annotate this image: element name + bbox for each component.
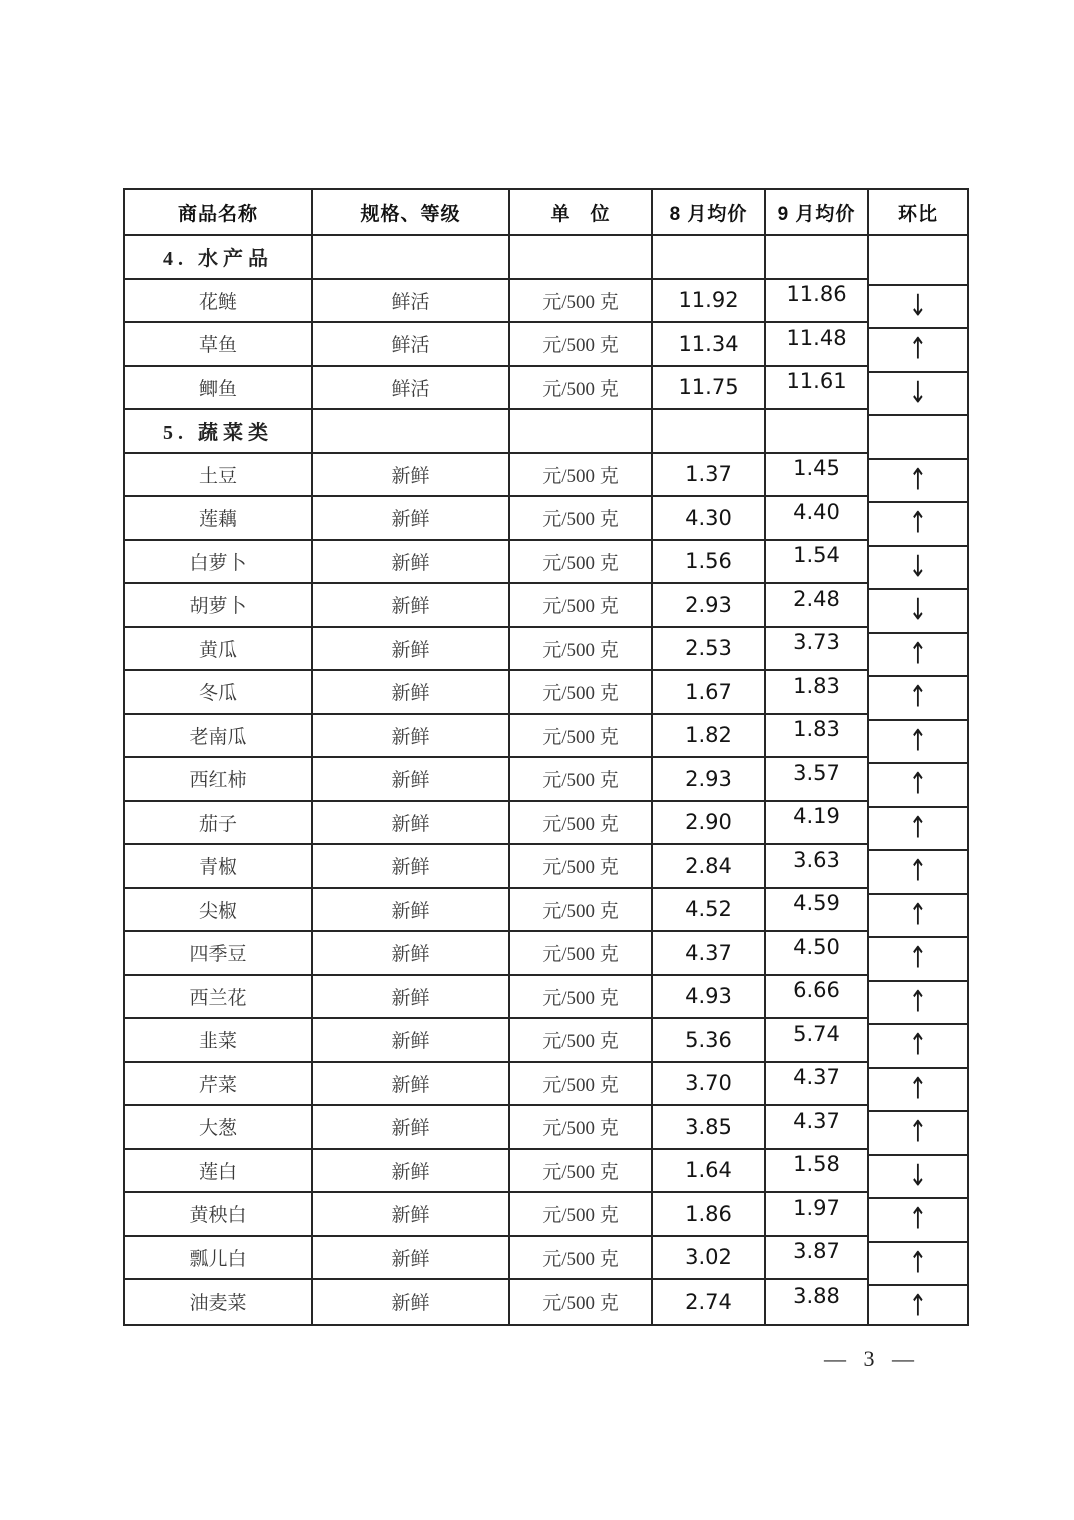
table-row: [125, 1237, 967, 1281]
sep-price-cell: [766, 845, 869, 889]
sep-price-cell: [766, 802, 869, 846]
spec-cell: 新鲜: [313, 454, 510, 498]
product-name-cell: 莲白: [125, 1150, 313, 1194]
table-row: [125, 671, 967, 715]
trend-down-arrow-icon: ↓: [908, 1159, 928, 1194]
unit-cell: 元/500 克: [510, 715, 653, 759]
aug-price-value: 2.74: [685, 1289, 732, 1314]
aug-price-cell: [653, 715, 766, 759]
unit-cell: 元/500 克: [510, 889, 653, 933]
aug-price-cell: [653, 802, 766, 846]
table-row: [125, 454, 967, 498]
sep-price-value: 3.57: [793, 760, 840, 785]
aug-price-cell: [653, 889, 766, 933]
aug-price-cell: [653, 1193, 766, 1237]
trend-cell: [869, 1106, 967, 1150]
trend-up-arrow-icon: ↑: [908, 637, 928, 672]
unit-cell: 元/500 克: [510, 671, 653, 715]
aug-price-value: 11.34: [678, 331, 739, 356]
table-row: [125, 497, 967, 541]
aug-price-cell: [653, 1106, 766, 1150]
spec-cell: 新鲜: [313, 1237, 510, 1281]
trend-cell: [869, 976, 967, 1020]
section-label-cell: 5. 蔬菜类: [125, 410, 313, 454]
aug-price-cell: [653, 1150, 766, 1194]
table-row: [125, 715, 967, 759]
sep-price-value: 11.61: [786, 369, 847, 394]
table-row: [125, 889, 967, 933]
spec-cell: 新鲜: [313, 628, 510, 672]
trend-up-arrow-icon: ↑: [908, 898, 928, 933]
trend-cell: [869, 802, 967, 846]
empty-cell: [510, 236, 653, 280]
aug-price-cell: [653, 976, 766, 1020]
sep-price-cell: [766, 584, 869, 628]
aug-price-value: 4.30: [685, 505, 732, 530]
sep-price-value: 3.87: [793, 1239, 840, 1264]
trend-down-arrow-icon: ↓: [908, 550, 928, 585]
spec-cell: 鲜活: [313, 367, 510, 411]
trend-up-arrow-icon: ↑: [908, 1289, 928, 1324]
aug-price-value: 4.52: [685, 897, 732, 922]
aug-price-cell: [653, 323, 766, 367]
header-cell-unit: 单 位: [510, 190, 653, 236]
aug-price-cell: [653, 845, 766, 889]
sep-price-value: 2.48: [793, 586, 840, 611]
sep-price-cell: [766, 932, 869, 976]
aug-price-value: 4.93: [685, 984, 732, 1009]
table-row: [125, 1280, 967, 1324]
aug-price-value: 3.70: [685, 1071, 732, 1096]
unit-cell: 元/500 克: [510, 1063, 653, 1107]
sep-price-value: 3.63: [793, 847, 840, 872]
trend-cell: [869, 1063, 967, 1107]
aug-price-value: 1.82: [685, 723, 732, 748]
table-row: [125, 628, 967, 672]
table-row: [125, 758, 967, 802]
header-cell-mom-change: 环比: [869, 190, 967, 236]
aug-price-cell: [653, 758, 766, 802]
sep-price-value: 1.83: [793, 673, 840, 698]
unit-cell: 元/500 克: [510, 932, 653, 976]
sep-price-value: 11.48: [786, 325, 847, 350]
aug-price-cell: [653, 280, 766, 324]
product-name-cell: 油麦菜: [125, 1280, 313, 1324]
sep-price-cell: [766, 1280, 869, 1324]
aug-price-cell: [653, 367, 766, 411]
aug-price-cell: [653, 454, 766, 498]
product-name-cell: 四季豆: [125, 932, 313, 976]
sep-price-cell: [766, 1150, 869, 1194]
product-name-cell: 老南瓜: [125, 715, 313, 759]
spec-cell: 新鲜: [313, 802, 510, 846]
spec-cell: 鲜活: [313, 280, 510, 324]
table-row: [125, 976, 967, 1020]
sep-price-value: 5.74: [793, 1021, 840, 1046]
table-row: [125, 1193, 967, 1237]
empty-cell: [653, 236, 766, 280]
sep-price-cell: [766, 715, 869, 759]
spec-cell: 新鲜: [313, 1106, 510, 1150]
aug-price-value: 4.37: [685, 940, 732, 965]
trend-cell: [869, 1193, 967, 1237]
sep-price-value: 3.73: [793, 630, 840, 655]
header-cell-product-name: 商品名称: [125, 190, 313, 236]
empty-cell: [653, 410, 766, 454]
aug-price-value: 2.53: [685, 636, 732, 661]
unit-cell: 元/500 克: [510, 1106, 653, 1150]
aug-price-cell: [653, 541, 766, 585]
aug-price-value: 2.93: [685, 592, 732, 617]
product-name-cell: 韭菜: [125, 1019, 313, 1063]
header-cell-sep-avg-price: 9 月均价: [766, 190, 869, 236]
aug-price-cell: [653, 671, 766, 715]
unit-cell: 元/500 克: [510, 758, 653, 802]
trend-up-arrow-icon: ↑: [908, 854, 928, 889]
sep-price-value: 1.54: [793, 543, 840, 568]
page-number: — 3 —: [824, 1346, 917, 1371]
product-name-cell: 草鱼: [125, 323, 313, 367]
product-name-cell: 大葱: [125, 1106, 313, 1150]
product-name-cell: 西兰花: [125, 976, 313, 1020]
sep-price-cell: [766, 497, 869, 541]
product-name-cell: 鲫鱼: [125, 367, 313, 411]
table-row: [125, 1063, 967, 1107]
sep-price-value: 4.37: [793, 1065, 840, 1090]
sep-price-cell: [766, 323, 869, 367]
aug-price-cell: [653, 628, 766, 672]
trend-up-arrow-icon: ↑: [908, 1202, 928, 1237]
spec-cell: 新鲜: [313, 541, 510, 585]
spec-cell: 鲜活: [313, 323, 510, 367]
aug-price-value: 1.67: [685, 679, 732, 704]
table-row: [125, 932, 967, 976]
unit-cell: 元/500 克: [510, 1019, 653, 1063]
product-name-cell: 黄秧白: [125, 1193, 313, 1237]
trend-cell: [869, 1237, 967, 1281]
empty-cell: [869, 410, 967, 454]
spec-cell: 新鲜: [313, 584, 510, 628]
spec-cell: 新鲜: [313, 1150, 510, 1194]
product-name-cell: 瓢儿白: [125, 1237, 313, 1281]
sep-price-cell: [766, 1019, 869, 1063]
aug-price-value: 1.37: [685, 462, 732, 487]
trend-up-arrow-icon: ↑: [908, 1028, 928, 1063]
unit-cell: 元/500 克: [510, 497, 653, 541]
aug-price-value: 3.85: [685, 1114, 732, 1139]
section-row: [125, 236, 967, 280]
sep-price-cell: [766, 671, 869, 715]
section-row: [125, 410, 967, 454]
aug-price-cell: [653, 497, 766, 541]
empty-cell: [766, 410, 869, 454]
trend-cell: [869, 932, 967, 976]
unit-cell: 元/500 克: [510, 1237, 653, 1281]
trend-down-arrow-icon: ↓: [908, 289, 928, 324]
trend-cell: [869, 628, 967, 672]
product-name-cell: 西红柿: [125, 758, 313, 802]
aug-price-value: 1.86: [685, 1201, 732, 1226]
price-table: [123, 188, 969, 1326]
spec-cell: 新鲜: [313, 889, 510, 933]
spec-cell: 新鲜: [313, 1193, 510, 1237]
trend-up-arrow-icon: ↑: [908, 1246, 928, 1281]
sep-price-cell: [766, 1193, 869, 1237]
table-row: [125, 323, 967, 367]
spec-cell: 新鲜: [313, 758, 510, 802]
trend-up-arrow-icon: ↑: [908, 767, 928, 802]
sep-price-value: 4.19: [793, 804, 840, 829]
trend-cell: [869, 541, 967, 585]
header-cell-spec-grade: 规格、等级: [313, 190, 510, 236]
unit-cell: 元/500 克: [510, 1150, 653, 1194]
sep-price-value: 4.40: [793, 499, 840, 524]
unit-cell: 元/500 克: [510, 976, 653, 1020]
product-name-cell: 胡萝卜: [125, 584, 313, 628]
sep-price-value: 1.45: [793, 456, 840, 481]
aug-price-value: 2.93: [685, 766, 732, 791]
trend-cell: [869, 1019, 967, 1063]
trend-cell: [869, 889, 967, 933]
spec-cell: 新鲜: [313, 976, 510, 1020]
product-name-cell: 尖椒: [125, 889, 313, 933]
aug-price-cell: [653, 1019, 766, 1063]
table-body: [125, 236, 967, 1324]
sep-price-cell: [766, 541, 869, 585]
product-name-cell: 土豆: [125, 454, 313, 498]
aug-price-value: 2.90: [685, 810, 732, 835]
table-row: [125, 1150, 967, 1194]
trend-cell: [869, 323, 967, 367]
product-name-cell: 茄子: [125, 802, 313, 846]
table-row: [125, 802, 967, 846]
empty-cell: [510, 410, 653, 454]
spec-cell: 新鲜: [313, 1280, 510, 1324]
sep-price-value: 6.66: [793, 978, 840, 1003]
sep-price-cell: [766, 758, 869, 802]
trend-cell: [869, 671, 967, 715]
trend-up-arrow-icon: ↑: [908, 941, 928, 976]
sep-price-cell: [766, 1106, 869, 1150]
spec-cell: 新鲜: [313, 845, 510, 889]
trend-up-arrow-icon: ↑: [908, 463, 928, 498]
sep-price-cell: [766, 367, 869, 411]
aug-price-cell: [653, 932, 766, 976]
product-name-cell: 莲藕: [125, 497, 313, 541]
table-row: [125, 280, 967, 324]
empty-cell: [313, 410, 510, 454]
product-name-cell: 花鲢: [125, 280, 313, 324]
unit-cell: 元/500 克: [510, 584, 653, 628]
aug-price-value: 1.56: [685, 549, 732, 574]
trend-cell: [869, 497, 967, 541]
trend-cell: [869, 1150, 967, 1194]
trend-up-arrow-icon: ↑: [908, 680, 928, 715]
spec-cell: 新鲜: [313, 497, 510, 541]
aug-price-cell: [653, 1280, 766, 1324]
product-name-cell: 冬瓜: [125, 671, 313, 715]
table-row: [125, 584, 967, 628]
unit-cell: 元/500 克: [510, 802, 653, 846]
trend-cell: [869, 1280, 967, 1324]
sep-price-value: 11.86: [786, 282, 847, 307]
empty-cell: [869, 236, 967, 280]
sep-price-value: 1.58: [793, 1152, 840, 1177]
aug-price-value: 11.92: [678, 288, 739, 313]
empty-cell: [313, 236, 510, 280]
spec-cell: 新鲜: [313, 715, 510, 759]
sep-price-value: 4.59: [793, 891, 840, 916]
trend-down-arrow-icon: ↓: [908, 593, 928, 628]
table-row: [125, 845, 967, 889]
product-name-cell: 芹菜: [125, 1063, 313, 1107]
trend-up-arrow-icon: ↑: [908, 332, 928, 367]
spec-cell: 新鲜: [313, 671, 510, 715]
table-row: [125, 1019, 967, 1063]
trend-cell: [869, 584, 967, 628]
trend-cell: [869, 367, 967, 411]
sep-price-value: 1.83: [793, 717, 840, 742]
sep-price-cell: [766, 976, 869, 1020]
sep-price-cell: [766, 1237, 869, 1281]
aug-price-value: 2.84: [685, 853, 732, 878]
trend-down-arrow-icon: ↓: [908, 376, 928, 411]
trend-cell: [869, 845, 967, 889]
trend-up-arrow-icon: ↑: [908, 1072, 928, 1107]
unit-cell: 元/500 克: [510, 1193, 653, 1237]
trend-cell: [869, 280, 967, 324]
product-name-cell: 黄瓜: [125, 628, 313, 672]
aug-price-cell: [653, 1063, 766, 1107]
product-name-cell: 青椒: [125, 845, 313, 889]
trend-up-arrow-icon: ↑: [908, 506, 928, 541]
table-row: [125, 367, 967, 411]
unit-cell: 元/500 克: [510, 454, 653, 498]
sep-price-cell: [766, 1063, 869, 1107]
trend-cell: [869, 758, 967, 802]
sep-price-value: 4.50: [793, 934, 840, 959]
unit-cell: 元/500 克: [510, 541, 653, 585]
sep-price-value: 3.88: [793, 1283, 840, 1308]
sep-price-cell: [766, 454, 869, 498]
unit-cell: 元/500 克: [510, 845, 653, 889]
aug-price-cell: [653, 1237, 766, 1281]
sep-price-cell: [766, 628, 869, 672]
aug-price-value: 5.36: [685, 1027, 732, 1052]
aug-price-value: 1.64: [685, 1158, 732, 1183]
aug-price-cell: [653, 584, 766, 628]
spec-cell: 新鲜: [313, 932, 510, 976]
header-cell-aug-avg-price: 8 月均价: [653, 190, 766, 236]
trend-cell: [869, 454, 967, 498]
sep-price-value: 4.37: [793, 1108, 840, 1133]
unit-cell: 元/500 克: [510, 323, 653, 367]
table-row: [125, 541, 967, 585]
trend-up-arrow-icon: ↑: [908, 724, 928, 759]
spec-cell: 新鲜: [313, 1019, 510, 1063]
aug-price-value: 11.75: [678, 375, 739, 400]
trend-up-arrow-icon: ↑: [908, 1115, 928, 1150]
empty-cell: [766, 236, 869, 280]
table-row: [125, 1106, 967, 1150]
section-label-cell: 4. 水产品: [125, 236, 313, 280]
sep-price-cell: [766, 280, 869, 324]
trend-up-arrow-icon: ↑: [908, 811, 928, 846]
unit-cell: 元/500 克: [510, 1280, 653, 1324]
unit-cell: 元/500 克: [510, 628, 653, 672]
sep-price-value: 1.97: [793, 1195, 840, 1220]
unit-cell: 元/500 克: [510, 280, 653, 324]
product-name-cell: 白萝卜: [125, 541, 313, 585]
trend-cell: [869, 715, 967, 759]
table-header-row: [125, 190, 967, 236]
unit-cell: 元/500 克: [510, 367, 653, 411]
sep-price-cell: [766, 889, 869, 933]
trend-up-arrow-icon: ↑: [908, 985, 928, 1020]
spec-cell: 新鲜: [313, 1063, 510, 1107]
aug-price-value: 3.02: [685, 1245, 732, 1270]
